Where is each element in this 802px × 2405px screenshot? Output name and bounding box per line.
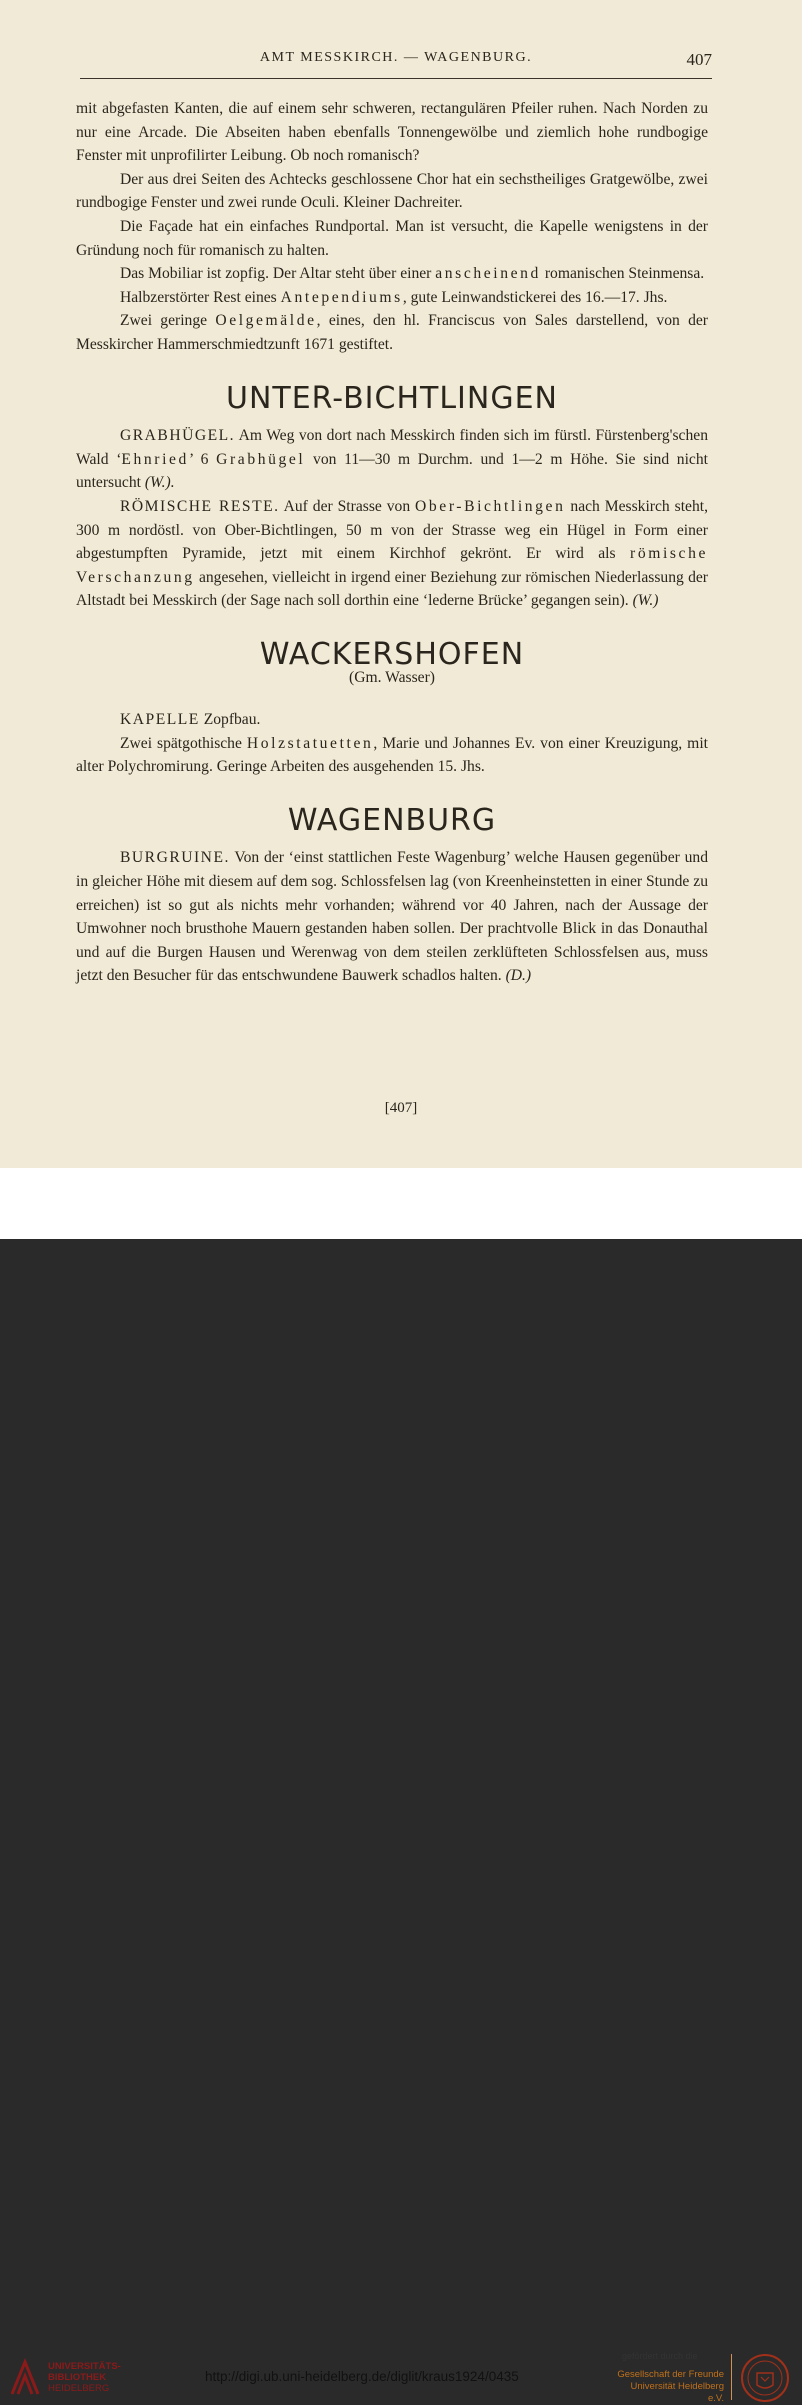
paragraph-oelgemaelde: Zwei geringe Oelgemälde, eines, den hl. Franciscus von Sales darstellend, von der Messkircher Hammerschmiedtzunft 1671 gestiftet. [76,312,708,353]
heading-wagenburg: WAGENBURG [287,802,497,838]
paragraph-holzstatuetten: Zwei spätgothische Holzstatuetten, Marie und Johannes Ev. von einer Kreuzigung, mit alter Polychromirung. Geringe Arbeiten des ausgehenden 15. Jhs. [76,734,708,776]
footer-page-number: [407] [384,1100,418,1116]
paragraph-roemische-reste: RÖMISCHE RESTE. Auf der Strasse von Ober-Bichtlingen nach Messkirch steht, 300 m nordöstl. von Ober-Bichtlingen, 50 m von der Strasse weg ein Hügel in Form einer abgestumpften Pyramide, jetzt mit einem Kirchhof gekrönt. Er wird als römische Verschanzung angesehen, vielleicht in irgend einer Beziehung zur römischen Niederlassung der Altstadt bei Messkirch (der Sage nach soll dorthin eine ‘lederne Brücke’ gegangen sein). (W.) [76,497,708,610]
paragraph-antependium: Halbzerstörter Rest eines Antependiums, gute Leinwandstickerei des 16.—17. Jhs. [120,288,668,306]
header-page-number: 407 [686,50,712,69]
university-seal-icon [740,2353,790,2403]
society-name: Gesellschaft der Freunde Universität Heidelberg e.V. [617,2369,724,2404]
page-body [76,97,708,988]
paragraph-chor: Der aus drei Seiten des Achtecks geschlossene Chor hat ein sechstheiliges Gratgewölbe, zwei rundbogige Fenster und zwei runde Oculi. Kleiner Dachreiter. [76,170,708,212]
running-title: AMT MESSKIRCH. — WAGENBURG. [259,50,533,65]
heading-unter-bichtlingen: UNTER-BICHTLINGEN [226,380,558,416]
paragraph-burgruine: BURGRUINE. Von der ‘einst stattlichen Feste Wagenburg’ welche Hausen gegenüber und in gleicher Höhe mit diesem auf dem sog. Schlossfelsen lag (von Kreenheinstetten in einer Stunde zu erreichen) ist so gut als nichts mehr vorhanden; während vor 40 Jahren, nach der Aussage der Umwohner noch brusthohe Mauern gestanden haben sollen. Der prachtvolle Blick in das Donauthal und auf die Burgen Hausen und Werenwag von dem steilen zerklüfteten Schlossfelsen aus, muss jetzt den Besucher für das entschwundene Bauwerk schadlos halten. (D.) [76,849,708,985]
library-name-line-1: UNIVERSITÄTS- [48,2361,121,2372]
document-url-link[interactable]: http://digi.ub.uni-heidelberg.de/diglit/kraus1924/0435 [205,2369,519,2384]
header-rule [80,78,712,79]
library-name-line-3: HEIDELBERG [48,2383,110,2394]
divider [731,2354,732,2400]
library-logo-icon [8,2358,42,2396]
paragraph-grabhuegel: GRABHÜGEL. Am Weg von dort nach Messkirch finden sich im fürstl. Fürstenberg'schen Wald ‘Ehnried’ 6 Grabhügel von 11—30 m Durchm. und 1—2 m Höhe. Sie sind nicht untersucht (W.). [76,427,708,492]
paragraph-mobiliar: Das Mobiliar ist zopfig. Der Altar steht über einer anscheinend romanischen Steinmensa. [120,265,705,283]
paragraph-kapelle: KAPELLE Zopfbau. [120,711,261,729]
subheading-wackershofen: (Gm. Wasser) [349,669,435,687]
scanned-page [0,0,802,1168]
funded-by-label: gefördert durch die [622,2351,698,2361]
page-header [80,50,712,72]
bottom-bar [0,1168,802,2404]
heading-wackershofen: WACKERSHOFEN [259,636,525,672]
library-name-line-2: BIBLIOTHEK [48,2372,107,2383]
paragraph-facade: Die Façade hat ein einfaches Rundportal. Man ist versucht, die Kapelle wenigstens in der Gründung noch für romanisch zu halten. [76,217,708,259]
paragraph-continuation: mit abgefasten Kanten, die auf einem sehr schweren, rectangulären Pfeiler ruhen. Nach Norden zu nur eine Arcade. Die Abseiten haben ebenfalls Tonnengewölbe und ziemlich hohe rundbogige Fenster mit unprofilirter Leibung. Ob noch romanisch? [76,100,708,165]
